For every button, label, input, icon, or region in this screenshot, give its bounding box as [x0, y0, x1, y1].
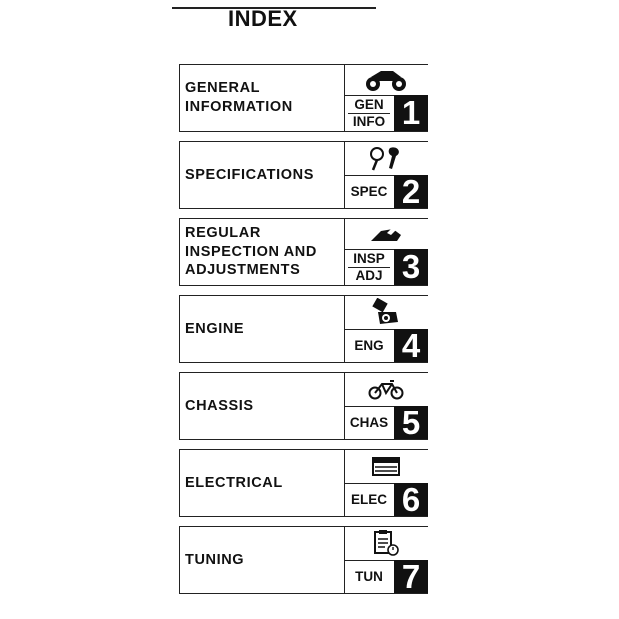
entry-label: GENERAL INFORMATION [185, 80, 293, 115]
section-tab[interactable] [344, 65, 428, 131]
motorcycle-icon [344, 65, 428, 95]
section-number: 5 [394, 406, 428, 439]
section-number: 3 [394, 249, 428, 285]
section-tab[interactable] [344, 219, 428, 285]
section-tab[interactable] [344, 527, 428, 593]
battery-icon [344, 450, 428, 482]
section-code: INSP ADJ [346, 250, 392, 285]
section-code: ENG [354, 337, 384, 353]
section-number: 2 [394, 175, 428, 208]
tools-icon [344, 142, 428, 174]
clipboard-stopwatch-icon [344, 527, 428, 559]
index-entry-tuning[interactable] [179, 526, 428, 594]
section-code: SPEC [350, 183, 388, 199]
entry-label: SPECIFICATIONS [185, 166, 314, 183]
entry-label: ENGINE [185, 320, 245, 337]
section-number: 1 [394, 95, 428, 131]
index-entry-regular-inspection[interactable] [179, 218, 428, 286]
section-code: TUN [355, 568, 383, 584]
entry-label: REGULAR INSPECTION AND ADJUSTMENTS [185, 225, 317, 279]
entry-label: ELECTRICAL [185, 474, 283, 491]
section-code: CHAS [349, 414, 389, 430]
index-entry-specifications[interactable] [179, 141, 428, 209]
section-code: GEN INFO [346, 96, 392, 131]
section-tab[interactable] [344, 296, 428, 362]
section-number: 7 [394, 560, 428, 593]
page-title: INDEX [228, 6, 298, 31]
section-code: ELEC [350, 491, 387, 507]
index-entry-engine[interactable] [179, 295, 428, 363]
section-tab[interactable] [344, 450, 428, 516]
index-entry-electrical[interactable] [179, 449, 428, 517]
entry-label: CHASSIS [185, 397, 254, 414]
engine-icon [344, 296, 428, 328]
wrench-icon [344, 219, 428, 249]
bicycle-chassis-icon [344, 373, 428, 405]
section-number: 4 [394, 329, 428, 362]
section-tab[interactable] [344, 142, 428, 208]
section-number: 6 [394, 483, 428, 516]
index-entry-chassis[interactable] [179, 372, 428, 440]
entry-label: TUNING [185, 551, 245, 568]
index-entry-general-information[interactable] [179, 64, 428, 132]
section-tab[interactable] [344, 373, 428, 439]
